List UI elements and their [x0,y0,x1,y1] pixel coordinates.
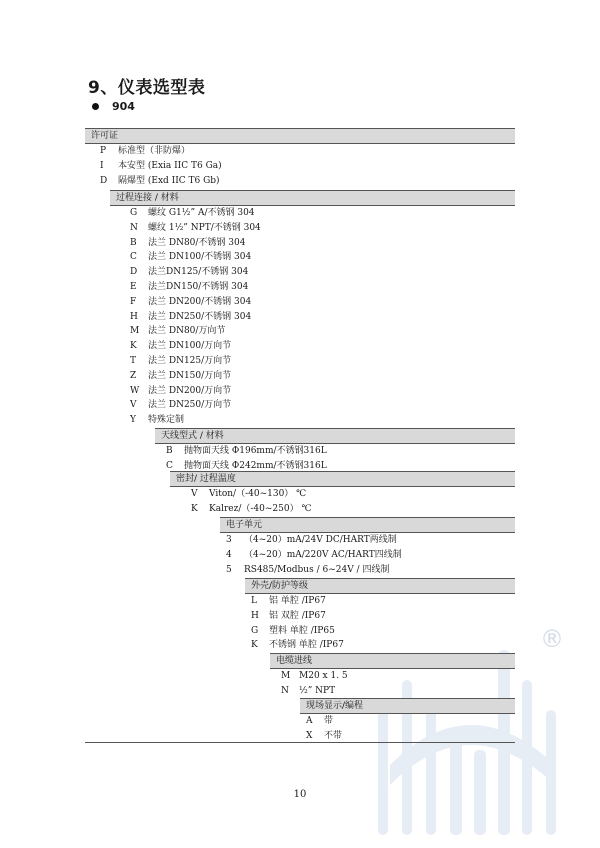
option-description: 法兰DN125/不锈钢 304 [148,267,249,278]
model-number: 904 [112,99,135,113]
option-code: Y [130,415,136,426]
option-row [100,174,220,188]
option-description: 法兰 DN200/不锈钢 304 [148,296,252,307]
option-row [130,221,261,235]
option-row [130,280,248,294]
option-row [130,236,245,250]
option-description: 标准型（非防爆） [118,146,191,156]
option-code: M [130,326,140,337]
option-description: 法兰DN150/不锈钢 304 [148,282,249,292]
option-description: 抛物面天线 Φ242mm/不锈钢316L [184,460,327,471]
option-code: B [166,446,173,456]
option-row [251,624,335,638]
option-description: RS485/Modbus / 6~24V / 四线制 [244,564,390,575]
option-description: 铝 双腔 /IP67 [269,610,326,621]
section-header [85,128,515,144]
section-header-label: 电子单元 [226,520,263,530]
option-row [306,714,333,728]
option-description: Viton/（-40~130） ℃ [209,489,307,499]
option-row [130,295,251,309]
option-code: D [100,175,108,186]
option-row [251,638,344,652]
option-code: 4 [226,549,232,560]
option-row [130,310,251,324]
option-code: A [306,716,313,726]
option-row [100,159,222,173]
section-heading: 9、仪表选型表 [88,78,206,98]
section-header [170,471,515,487]
option-code: G [130,208,138,218]
option-row [226,548,402,562]
option-code: Z [130,370,137,381]
option-row [130,250,251,264]
section-header [220,517,515,533]
table-end-rule [85,742,515,743]
option-row [130,369,231,383]
option-row [130,339,231,353]
option-code: G [251,625,259,636]
section-header-label: 电缆进线 [276,656,313,666]
model-bullet-row [92,98,135,114]
option-description: 塑料 单腔 /IP65 [269,625,335,636]
option-row [130,413,184,427]
option-description: （4~20）mA/220V AC/HART四线制 [244,549,402,560]
option-description: （4~20）mA/24V DC/HART两线制 [244,535,397,545]
option-code: M [281,671,291,681]
page-number: 10 [293,789,307,800]
option-code: V [130,400,137,411]
option-description: 带 [324,716,334,726]
option-code: L [251,596,257,606]
option-code: N [281,685,289,696]
option-row [281,684,335,698]
option-row [281,669,348,683]
option-code: C [130,252,137,263]
option-row [130,384,231,398]
option-description: 法兰 DN200/万向节 [148,385,232,396]
option-row [191,487,306,501]
option-description: 法兰 DN250/万向节 [148,400,232,411]
option-code: V [191,489,198,499]
option-row [226,533,397,547]
section-header-label: 天线型式 / 材料 [161,431,224,441]
option-description: 法兰 DN250/不锈钢 304 [148,311,252,322]
option-row [251,609,326,623]
option-code: K [251,640,258,651]
option-code: B [130,237,137,248]
option-description: 法兰 DN100/万向节 [148,341,232,352]
option-description: 螺纹 G1½” A/不锈钢 304 [148,208,255,218]
option-row [191,502,312,516]
section-header-label: 外壳/防护等级 [251,581,309,591]
section-header [110,190,515,206]
option-description: 本安型 (Exia IIC T6 Ga) [118,160,222,171]
option-code: K [130,341,137,352]
option-code: H [251,610,259,621]
option-description: 法兰 DN100/不锈钢 304 [148,252,252,263]
option-code: W [130,385,140,396]
option-row [306,729,342,743]
option-description: 法兰 DN80/不锈钢 304 [148,237,246,248]
option-description: 不锈钢 单腔 /IP67 [269,640,344,651]
option-description: 铝 单腔 /IP67 [269,596,326,606]
option-code: F [130,296,137,307]
option-row [166,444,327,458]
option-row [100,144,190,158]
option-description: 法兰 DN150/万向节 [148,370,232,381]
option-code: H [130,311,138,322]
section-header [270,653,515,669]
option-description: 特殊定制 [148,415,185,426]
option-row [226,563,389,577]
section-header [300,698,515,714]
section-header [245,578,515,594]
option-description: 隔爆型 (Exd IIC T6 Gb) [118,175,220,186]
option-row [130,354,231,368]
option-code: C [166,460,173,471]
option-description: 法兰 DN125/万向节 [148,356,232,366]
option-code: I [100,160,104,171]
option-code: 3 [226,535,232,545]
option-code: 5 [226,564,232,575]
option-code: K [191,503,198,514]
section-header-label: 密封/ 过程温度 [176,474,236,484]
section-header-label: 过程连接 / 材料 [116,193,179,203]
section-header [155,428,515,444]
section-header-label: 许可证 [91,131,119,141]
option-description: 螺纹 1½” NPT/不锈钢 304 [148,222,261,233]
bullet-icon [92,103,99,110]
option-code: E [130,282,137,292]
option-row [130,265,248,279]
option-description: 法兰 DN80/万向节 [148,326,226,337]
option-row [251,594,326,608]
option-description: Kalrez/（-40~250） ℃ [209,503,312,514]
option-code: N [130,222,138,233]
option-row [130,206,255,220]
option-code: D [130,267,138,278]
option-code: X [306,730,313,741]
option-row [130,324,225,338]
option-description: 抛物面天线 Φ196mm/不锈钢316L [184,446,327,456]
option-row [130,398,231,412]
option-code: P [100,146,107,156]
option-description: 不带 [324,730,343,741]
registered-mark: ® [540,625,564,653]
section-header-label: 现场显示/编程 [306,701,364,711]
option-code: T [130,356,137,366]
option-description: M20 x 1. 5 [299,671,348,681]
option-description: ½” NPT [299,685,336,696]
